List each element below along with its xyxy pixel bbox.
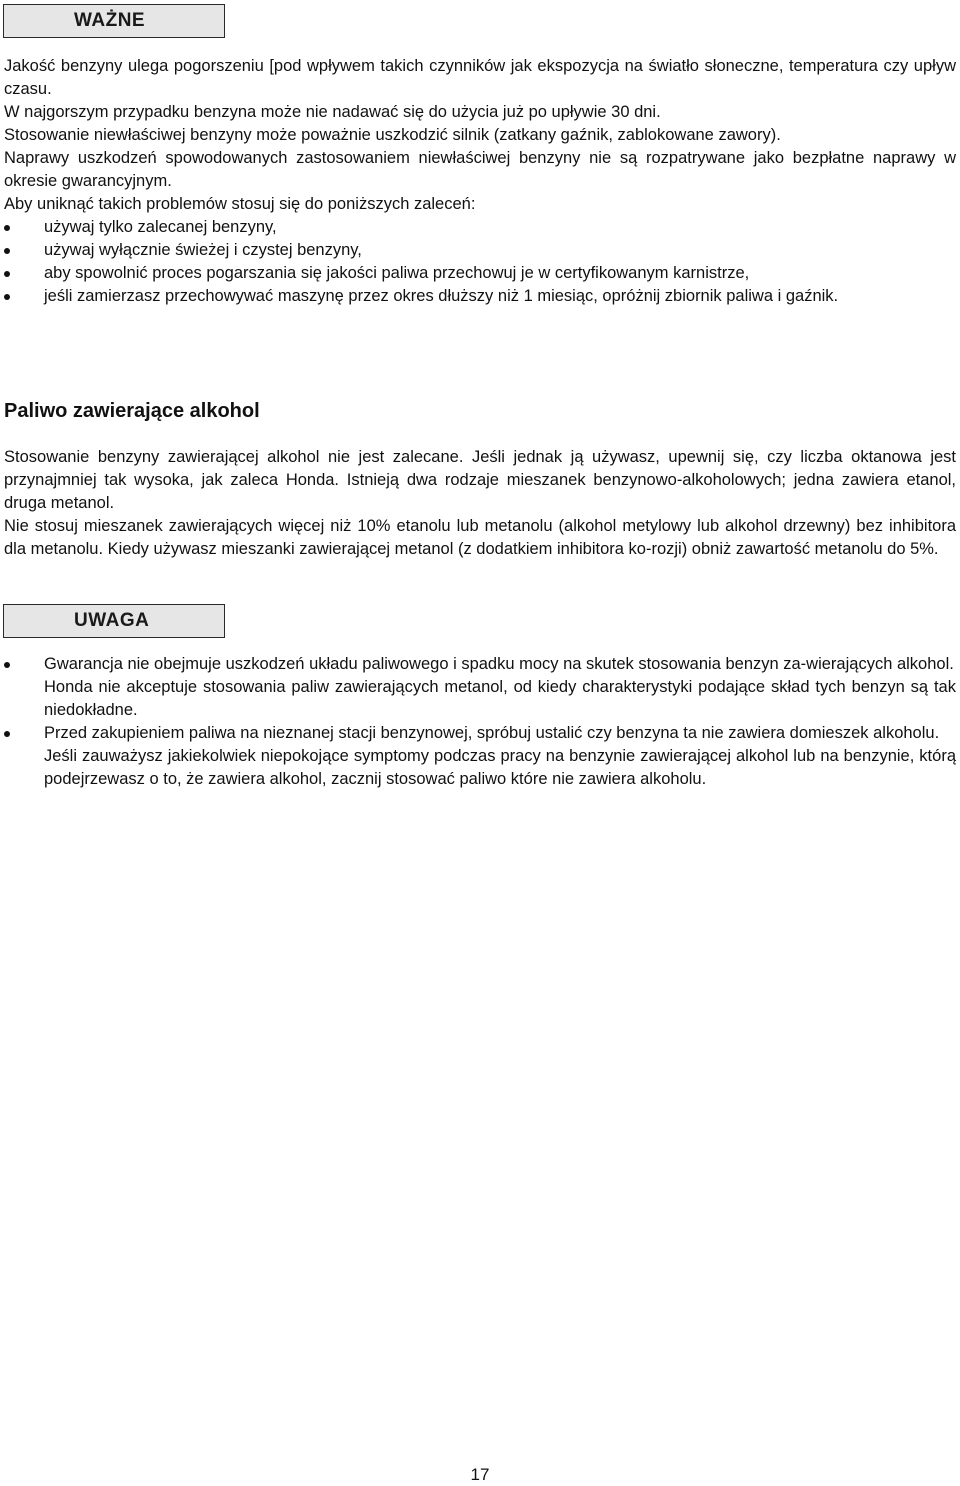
wazne-notice-label: WAŻNE <box>3 4 225 38</box>
paragraph: Naprawy uszkodzeń spowodowanych zastosowaniem niewłaściwej benzyny nie są rozpatrywane jako bezpłatne naprawy w okresie gwarancyjnym. <box>4 149 956 190</box>
bullet-icon <box>4 225 10 231</box>
list-item <box>4 239 956 262</box>
list-item <box>4 216 956 239</box>
bullet-icon <box>4 294 10 300</box>
alcohol-fuel-section <box>4 446 956 561</box>
paragraph: Nie stosuj mieszanek zawierających więcej niż 10% etanolu lub metanolu (alkohol metylowy lub alkohol drzewny) bez inhibitora dla metanolu. Kiedy używasz mieszanki zawierającej metanol (z dodatkiem inhibitora ko-rozji) obniż zawartość metanolu do 5%. <box>4 517 956 558</box>
list-item-text: aby spowolnić proces pogarszania się jakości paliwa przechowuj je w certyfikowanym karnistrze, <box>44 264 750 282</box>
list-item-text: Gwarancja nie obejmuje uszkodzeń układu paliwowego i spadku mocy na skutek stosowania benzyn za-wierających alkohol. <box>44 655 954 673</box>
list-item-subtext: Jeśli zauważysz jakiekolwiek niepokojące symptomy podczas pracy na benzynie zawierającej alkohol lub na benzynie, którą podejrzewasz o to, że zawiera alkohol, zacznij stosować paliwo które nie zawiera alkoholu. <box>44 747 956 788</box>
paragraph: W najgorszym przypadku benzyna może nie nadawać się do użycia już po upływie 30 dni. <box>4 103 661 121</box>
uwaga-notice-label: UWAGA <box>3 604 225 638</box>
fuel-quality-section <box>4 55 956 308</box>
bullet-icon <box>4 271 10 277</box>
list-item-text: jeśli zamierzasz przechowywać maszynę przez okres dłuższy niż 1 miesiąc, opróżnij zbiornik paliwa i gaźnik. <box>44 287 839 305</box>
paragraph: Aby uniknąć takich problemów stosuj się do poniższych zaleceń: <box>4 195 476 213</box>
list-item-text: używaj tylko zalecanej benzyny, <box>44 218 277 236</box>
list-item <box>4 285 956 308</box>
warning-list <box>4 653 956 791</box>
bullet-icon <box>4 248 10 254</box>
paragraph: Stosowanie niewłaściwej benzyny może poważnie uszkodzić silnik (zatkany gaźnik, zablokowane zawory). <box>4 126 781 144</box>
list-item <box>4 653 956 722</box>
list-item <box>4 262 956 285</box>
page-number: 17 <box>470 1465 490 1484</box>
list-item-text: Przed zakupieniem paliwa na nieznanej stacji benzynowej, spróbuj ustalić czy benzyna ta nie zawiera domieszek alkoholu. <box>44 724 940 742</box>
paragraph: Jakość benzyny ulega pogorszeniu [pod wpływem takich czynników jak ekspozycja na światło słoneczne, temperatura czy upływ czasu. <box>4 57 956 98</box>
bullet-icon <box>4 662 10 668</box>
warning-section <box>4 653 956 791</box>
list-item-subtext: Honda nie akceptuje stosowania paliw zawierających metanol, od kiedy charakterystyki podające skład tych benzyn są tak niedokładne. <box>44 678 956 719</box>
recommendations-list <box>4 216 956 308</box>
bullet-icon <box>4 731 10 737</box>
list-item <box>4 722 956 791</box>
section-heading: Paliwo zawierające alkohol <box>4 400 260 422</box>
list-item-text: używaj wyłącznie świeżej i czystej benzyny, <box>44 241 362 259</box>
paragraph: Stosowanie benzyny zawierającej alkohol nie jest zalecane. Jeśli jednak ją używasz, upewnij się, czy liczba oktanowa jest przynajmniej tak wysoka, jak zaleca Honda. Istnieją dwa rodzaje mieszanek benzynowo-alkoholowych; jedna zawiera etanol, druga metanol. <box>4 448 956 512</box>
